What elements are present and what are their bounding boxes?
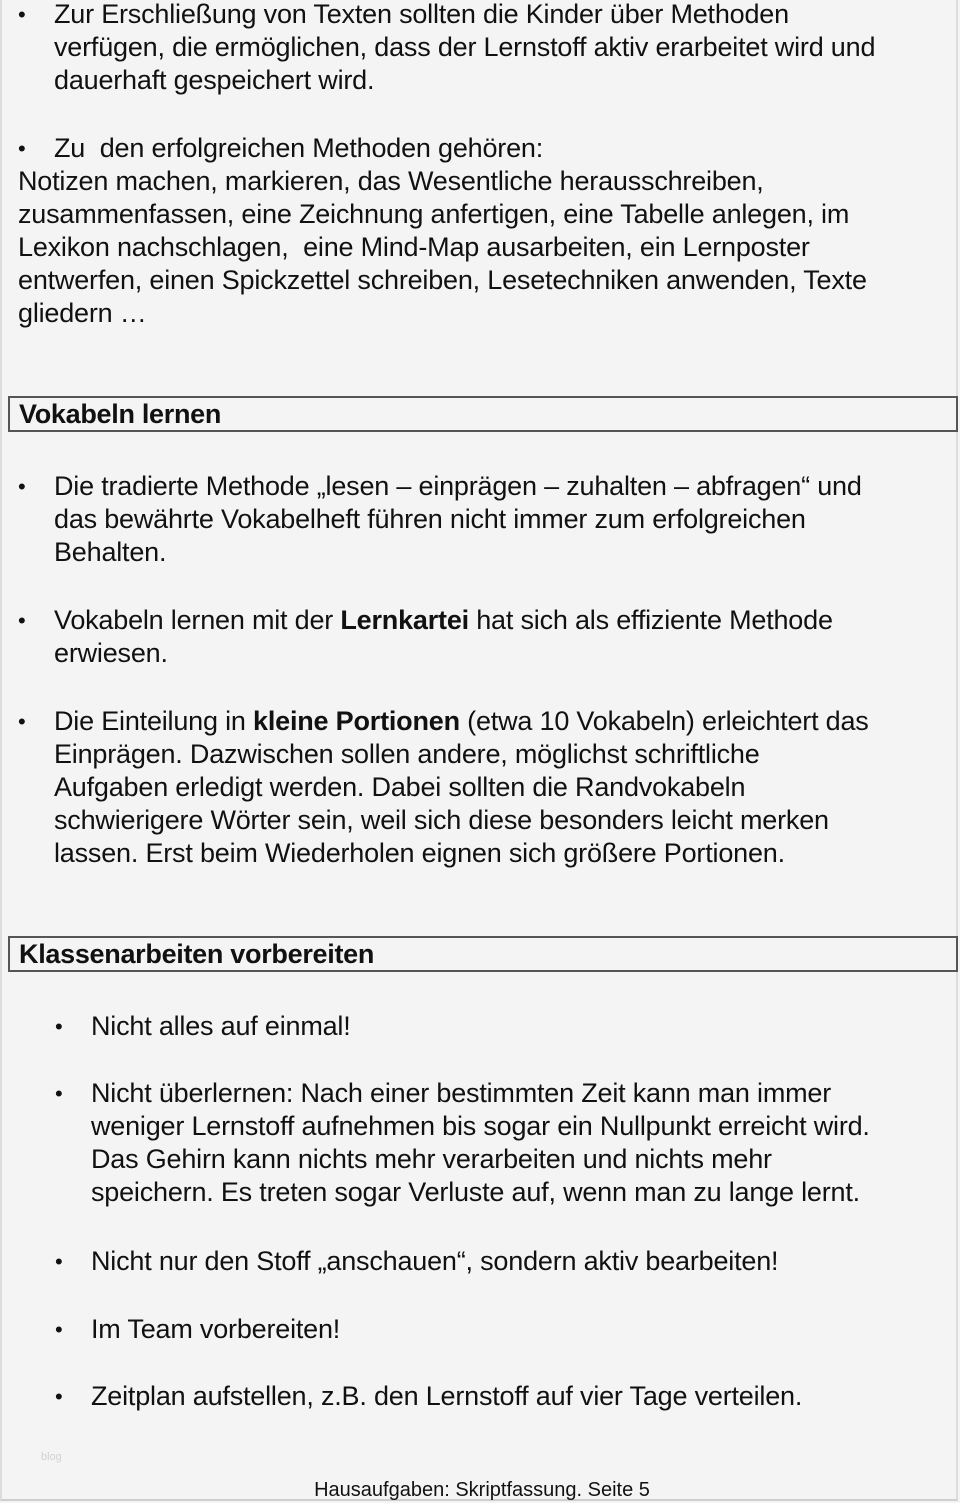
bullet-icon: • xyxy=(55,1384,63,1409)
bullet-icon: • xyxy=(18,608,26,633)
text-run: (etwa 10 Vokabeln) erleichtert das xyxy=(459,706,869,736)
bullet-icon: • xyxy=(55,1249,63,1274)
text-run: Die Einteilung in xyxy=(54,706,254,736)
text-line: weniger Lernstoff aufnehmen bis sogar ein Nullpunkt erreicht wird. xyxy=(91,1111,870,1141)
bullet-icon: • xyxy=(18,2,26,27)
text-line: verfügen, die ermöglichen, dass der Lernstoff aktiv erarbeitet wird und xyxy=(54,32,876,62)
text-line: lassen. Erst beim Wiederholen eignen sich größere Portionen. xyxy=(54,838,785,868)
text-line: gliedern … xyxy=(18,298,147,328)
text-line: Zu den erfolgreichen Methoden gehören: xyxy=(54,133,544,163)
text-line: Lexikon nachschlagen, eine Mind-Map ausarbeiten, ein Lernposter xyxy=(18,232,810,262)
text-line: Einprägen. Dazwischen sollen andere, möglichst schriftliche xyxy=(54,739,760,769)
bold-term-kleine-portionen: kleine Portionen xyxy=(253,706,460,736)
text-run: Vokabeln lernen mit der xyxy=(54,605,341,635)
text-line: das bewährte Vokabelheft führen nicht immer zum erfolgreichen xyxy=(54,504,806,534)
text-line: Das Gehirn kann nichts mehr verarbeiten und nichts mehr xyxy=(91,1144,772,1174)
text-line: erwiesen. xyxy=(54,638,168,668)
section-heading-vokabeln xyxy=(8,396,958,432)
bold-term-lernkartei: Lernkartei xyxy=(340,605,469,635)
bullet-icon: • xyxy=(18,136,26,161)
text-line: dauerhaft gespeichert wird. xyxy=(54,65,375,95)
text-line: speichern. Es treten sogar Verluste auf, wenn man zu lange lernt. xyxy=(91,1177,860,1207)
bullet-icon: • xyxy=(18,709,26,734)
text-line: Zeitplan aufstellen, z.B. den Lernstoff auf vier Tage verteilen. xyxy=(91,1381,803,1411)
bullet-icon: • xyxy=(18,474,26,499)
text-line xyxy=(54,705,869,738)
bullet-icon: • xyxy=(55,1317,63,1342)
text-line: Die tradierte Methode „lesen – einprägen – zuhalten – abfragen“ und xyxy=(54,471,862,501)
text-line: Nicht alles auf einmal! xyxy=(91,1011,351,1041)
watermark: blog xyxy=(41,1451,62,1463)
text-line: Notizen machen, markieren, das Wesentliche herausschreiben, xyxy=(18,166,764,196)
text-line: zusammenfassen, eine Zeichnung anfertigen, eine Tabelle anlegen, im xyxy=(18,199,850,229)
text-line: Behalten. xyxy=(54,537,167,567)
text-run: hat sich als effiziente Methode xyxy=(468,605,833,635)
text-line: Aufgaben erledigt werden. Dabei sollten die Randvokabeln xyxy=(54,772,746,802)
bullet-icon: • xyxy=(55,1014,63,1039)
page-footer: Hausaufgaben: Skriptfassung. Seite 5 xyxy=(314,1479,650,1501)
text-line: Zur Erschließung von Texten sollten die Kinder über Methoden xyxy=(54,0,789,29)
text-line: entwerfen, einen Spickzettel schreiben, Lesetechniken anwenden, Texte xyxy=(18,265,867,295)
text-line xyxy=(54,604,833,637)
section-heading-klassenarbeiten xyxy=(8,936,958,972)
text-line: Im Team vorbereiten! xyxy=(91,1314,341,1344)
text-line: Nicht überlernen: Nach einer bestimmten Zeit kann man immer xyxy=(91,1078,832,1108)
section-heading-text: Vokabeln lernen xyxy=(19,399,222,429)
text-line: schwierigere Wörter sein, weil sich diese besonders leicht merken xyxy=(54,805,829,835)
bullet-icon: • xyxy=(55,1081,63,1106)
text-line: Nicht nur den Stoff „anschauen“, sondern aktiv bearbeiten! xyxy=(91,1246,779,1276)
section-heading-text: Klassenarbeiten vorbereiten xyxy=(19,939,375,969)
